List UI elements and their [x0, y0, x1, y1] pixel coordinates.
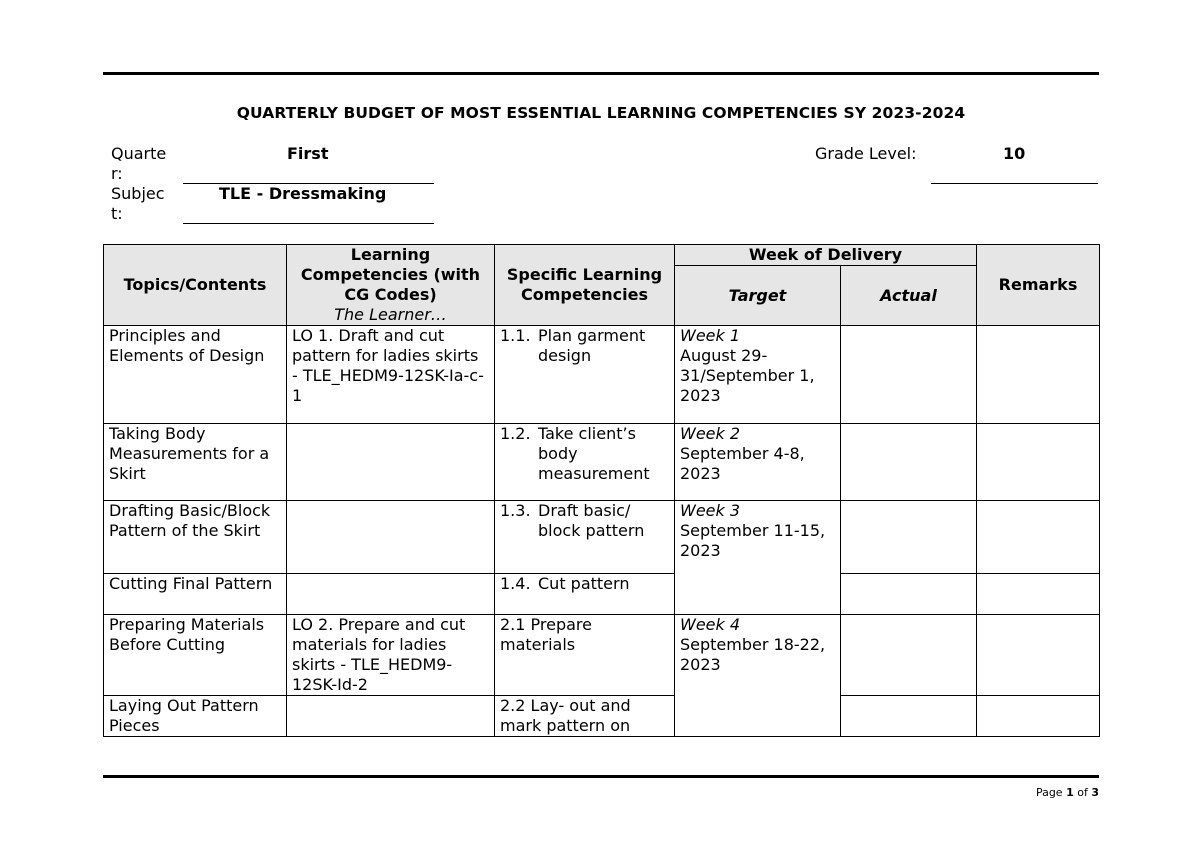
- grade-level-label: Grade Level:: [815, 144, 917, 163]
- specific-cell: [495, 424, 675, 501]
- header-topics: Topics/Contents: [104, 245, 287, 326]
- specific-cell: [495, 501, 675, 574]
- competency-cell: [287, 574, 495, 615]
- total-pages: 3: [1091, 786, 1099, 799]
- remarks-cell: [977, 696, 1100, 737]
- remarks-cell: [977, 574, 1100, 615]
- quarter-value: First: [287, 144, 329, 163]
- budget-table: [103, 244, 1100, 737]
- subject-underline: [183, 223, 434, 224]
- specific-cell: 2.1 Prepare materials: [495, 615, 675, 696]
- competency-cell: [287, 696, 495, 737]
- actual-cell: [841, 574, 977, 615]
- header-week-of-delivery: Week of Delivery: [675, 245, 977, 266]
- specific-number: 1.2.: [500, 424, 531, 443]
- table-row: [104, 424, 1100, 501]
- header-actual: Actual: [841, 266, 977, 326]
- target-cell: [675, 501, 841, 615]
- remarks-cell: [977, 615, 1100, 696]
- quarter-label: Quarter:: [111, 144, 167, 183]
- subject-label: Subject:: [111, 184, 165, 223]
- specific-text: Plan garment design: [538, 326, 646, 365]
- topic-cell: Taking Body Measurements for a Skirt: [104, 424, 287, 501]
- specific-number: 1.1.: [500, 326, 531, 345]
- target-cell: [675, 326, 841, 424]
- remarks-cell: [977, 326, 1100, 424]
- specific-cell: [495, 326, 675, 424]
- remarks-cell: [977, 501, 1100, 574]
- specific-cell: [495, 574, 675, 615]
- competency-cell: LO 2. Prepare and cut materials for ladies skirts - TLE_HEDM9-12SK-Id-2: [287, 615, 495, 696]
- topic-cell: Laying Out Pattern Pieces: [104, 696, 287, 737]
- current-page: 1: [1066, 786, 1074, 799]
- page-number: [1036, 786, 1099, 799]
- competency-cell: [287, 501, 495, 574]
- topic-cell: Drafting Basic/Block Pattern of the Skirt: [104, 501, 287, 574]
- specific-cell: 2.2 Lay- out and mark pattern on: [495, 696, 675, 737]
- table-row: [104, 615, 1100, 696]
- table-row: [104, 326, 1100, 424]
- competency-cell: LO 1. Draft and cut pattern for ladies skirts - TLE_HEDM9-12SK-Ia-c-1: [287, 326, 495, 424]
- header-row: [104, 245, 1100, 266]
- of-word: of: [1077, 786, 1088, 799]
- subject-value: TLE - Dressmaking: [219, 184, 387, 203]
- specific-number: 1.4.: [500, 574, 531, 593]
- week-dates: August 29-31/September 1, 2023: [680, 346, 815, 405]
- footer-rule: [103, 775, 1099, 778]
- target-cell: [675, 615, 841, 737]
- week-dates: September 4-8, 2023: [680, 444, 805, 483]
- remarks-cell: [977, 424, 1100, 501]
- grade-level-value: 10: [1003, 144, 1026, 163]
- header-specific: Specific Learning Competencies: [495, 245, 675, 326]
- header-competencies: [287, 245, 495, 326]
- header-rule: [103, 72, 1099, 75]
- specific-text: Draft basic/ block pattern: [538, 501, 645, 540]
- header-target: Target: [675, 266, 841, 326]
- week-dates: September 11-15, 2023: [680, 521, 826, 560]
- actual-cell: [841, 501, 977, 574]
- week-label: Week 1: [680, 326, 741, 345]
- header-competencies-label: Learning Competencies (with CG Codes): [300, 245, 481, 304]
- actual-cell: [841, 424, 977, 501]
- specific-number: 1.3.: [500, 501, 531, 520]
- week-label: Week 3: [680, 501, 741, 520]
- actual-cell: [841, 696, 977, 737]
- table-row: [104, 501, 1100, 574]
- table-row: [104, 574, 1100, 615]
- target-cell: [675, 424, 841, 501]
- specific-text: Take client’s body measurement: [538, 424, 650, 483]
- page-word: Page: [1035, 786, 1063, 799]
- specific-text: Cut pattern: [538, 574, 630, 593]
- actual-cell: [841, 615, 977, 696]
- week-label: Week 4: [680, 615, 741, 634]
- week-label: Week 2: [680, 424, 741, 443]
- topic-cell: Principles and Elements of Design: [104, 326, 287, 424]
- grade-level-underline: [931, 183, 1098, 184]
- topic-cell: Preparing Materials Before Cutting: [104, 615, 287, 696]
- document-title: QUARTERLY BUDGET OF MOST ESSENTIAL LEARNING COMPETENCIES SY 2023-2024: [236, 104, 966, 122]
- topic-cell: Cutting Final Pattern: [104, 574, 287, 615]
- actual-cell: [841, 326, 977, 424]
- header-remarks: Remarks: [977, 245, 1100, 326]
- header-learner: The Learner…: [334, 305, 447, 324]
- week-dates: September 18-22, 2023: [680, 635, 826, 674]
- competency-cell: [287, 424, 495, 501]
- table-row: [104, 696, 1100, 737]
